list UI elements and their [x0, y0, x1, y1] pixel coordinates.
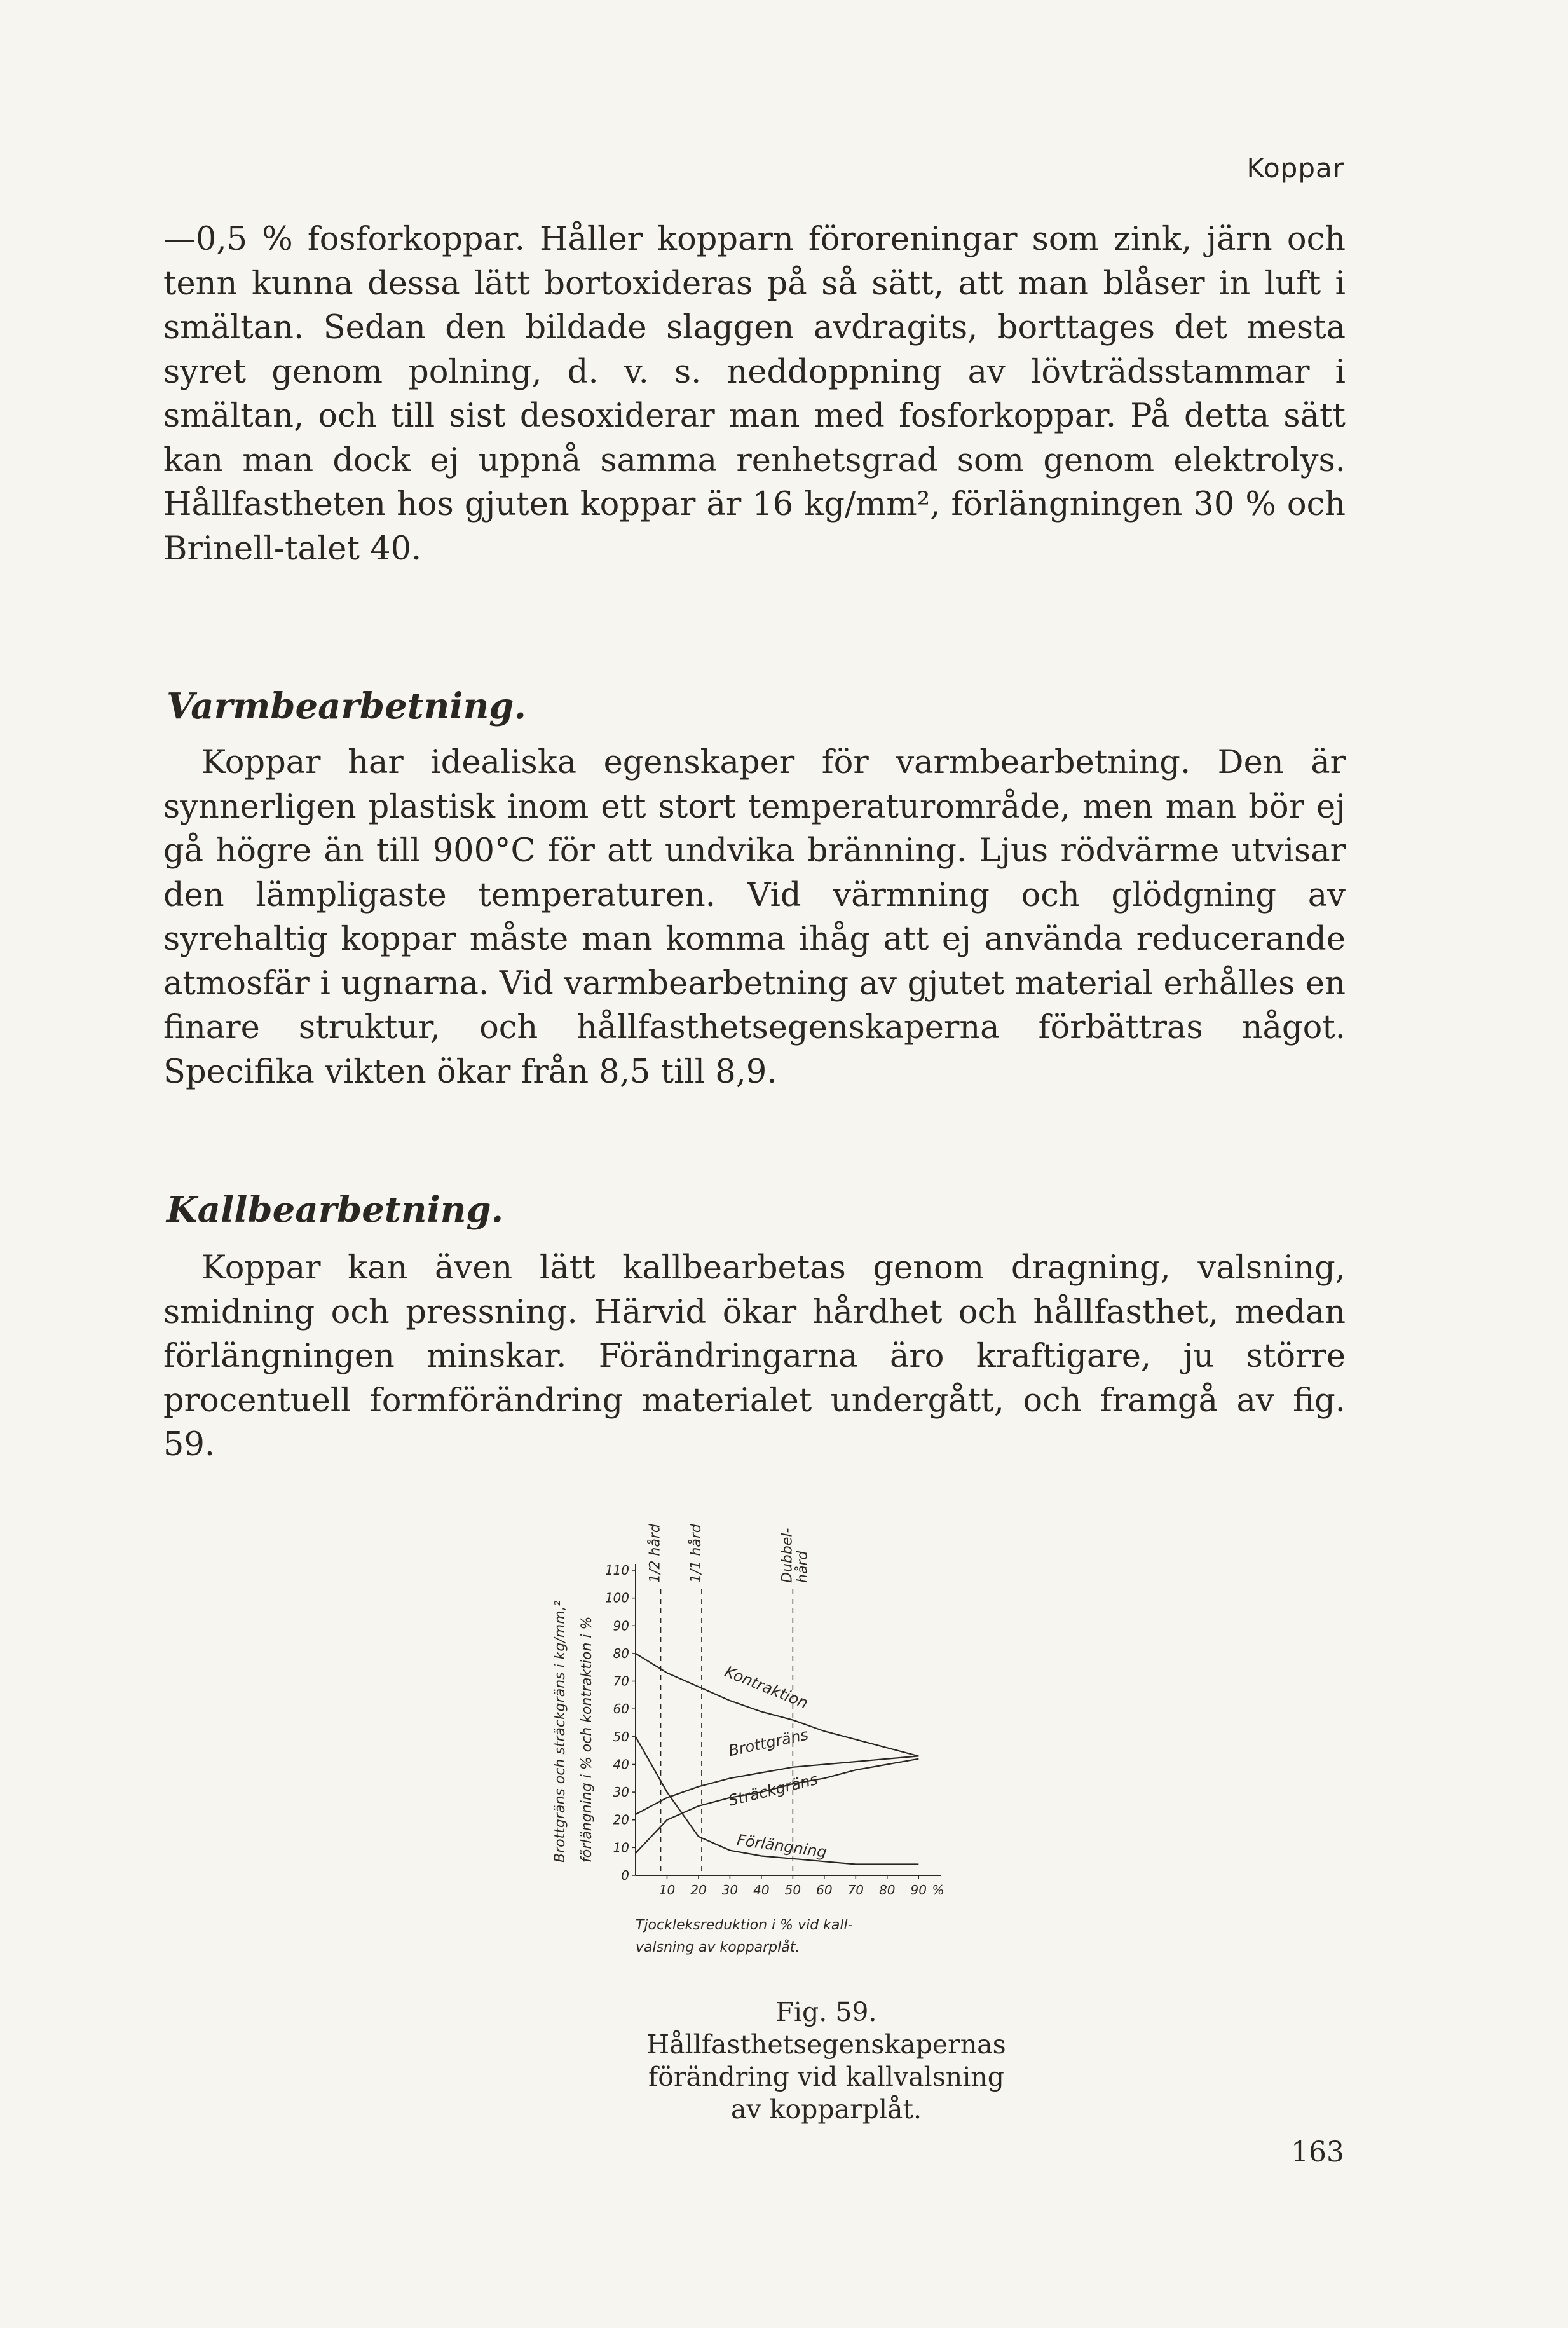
y-tick-label: 70 — [613, 1673, 629, 1689]
y-tick-label: 60 — [613, 1701, 629, 1717]
chart-svg — [540, 1519, 985, 1964]
y-tick-label: 100 — [604, 1590, 629, 1606]
forlangning-label: Förlängning — [735, 1831, 828, 1861]
x-tick-label: 80 — [879, 1882, 896, 1898]
y-tick-label: 20 — [613, 1812, 629, 1828]
x-tick-label: 50 — [784, 1882, 801, 1898]
kontraktion-label: Kontraktion — [722, 1662, 811, 1713]
y-axis-label-line1: Brottgräns och sträckgräns i kg/mm,² — [552, 1600, 568, 1863]
page-number: 163 — [1291, 2136, 1344, 2168]
y-tick-label: 40 — [613, 1756, 629, 1772]
x-tick-label: 10 — [658, 1882, 676, 1898]
y-axis-label-line2: förlängning i % och kontraktion i % — [579, 1616, 595, 1863]
figure-caption: Fig. 59. Hållfasthetsegenskapernas förändring vid kallvalsning av kopparplåt. — [646, 1997, 1006, 2125]
x-axis-label-line1: Tjockleksreduktion i % vid kall- — [636, 1917, 853, 1933]
x-tick-label: 30 — [721, 1882, 739, 1898]
x-tick-label: 20 — [690, 1882, 707, 1898]
y-tick-label: 90 — [613, 1618, 629, 1634]
hardness-marker-label: 1/1 hård — [688, 1524, 704, 1583]
strackgrans-label: Sträckgräns — [726, 1770, 820, 1810]
section-heading-varmbearbetning: Varmbearbetning. — [167, 685, 526, 727]
hardness-marker-label: hård — [794, 1551, 811, 1583]
x-tick-label: 70 — [847, 1882, 864, 1898]
paragraph-3: Koppar kan även lätt kallbearbetas genom dragning, valsning, smidning och pressning. Härvid ökar hårdhet och hållfasthet, medan förlängningen minskar. Förändringarna äro kraftigare, ju större procentuell formförändring materialet undergått, och framgå av fig. 59. — [163, 1249, 1346, 1463]
brottgrans-label: Brottgräns — [726, 1725, 810, 1760]
hardness-marker-label: 1/2 hård — [647, 1524, 664, 1583]
figure-59-chart — [540, 1519, 985, 1964]
paragraph-1: —0,5 % fosforkoppar. Håller kopparn föroreningar som zink, järn och tenn kunna dessa lätt bortoxideras på så sätt, att man blåser in luft i smältan. Sedan den bildade slaggen avdragits, borttages det mesta syret genom polning, d. v. s. neddoppning av lövträdsstammar i smältan, och till sist desoxiderar man med fosforkoppar. På detta sätt kan man dock ej uppnå samma renhetsgrad som genom elektrolys. Hållfastheten hos gjuten koppar är 16 kg/mm², förlängningen 30 % och Brinell-talet 40. — [163, 221, 1346, 568]
running-header: Koppar — [1246, 153, 1344, 184]
y-tick-label: 80 — [613, 1645, 629, 1661]
x-tick-label: % — [932, 1882, 944, 1898]
x-tick-label: 60 — [816, 1882, 833, 1898]
section-heading-kallbearbetning: Kallbearbetning. — [167, 1189, 504, 1231]
x-axis-label-line2: valsning av kopparplåt. — [636, 1940, 800, 1955]
x-tick-label: 90 — [910, 1882, 927, 1898]
hardness-marker-label: Dubbel- — [779, 1528, 796, 1583]
y-tick-label: 30 — [613, 1784, 629, 1800]
y-tick-label: 0 — [621, 1868, 629, 1883]
x-tick-label: 40 — [753, 1882, 770, 1898]
y-tick-label: 10 — [613, 1840, 629, 1856]
y-tick-label: 50 — [613, 1729, 629, 1744]
paragraph-2: Koppar har idealiska egenskaper för varmbearbetning. Den är synnerligen plastisk inom ett stort temperaturområde, men man bör ej gå högre än till 900°C för att undvika bränning. Ljus rödvärme utvisar den lämpligaste temperaturen. Vid värmning och glödgning av syrehaltig koppar måste man komma ihåg att ej använda reducerande atmosfär i ugnarna. Vid varmbearbetning av gjutet material erhålles en finare struktur, och hållfasthetsegenskaperna förbättras något. Specifika vikten ökar från 8,5 till 8,9. — [163, 744, 1346, 1091]
y-tick-label: 110 — [604, 1563, 629, 1578]
